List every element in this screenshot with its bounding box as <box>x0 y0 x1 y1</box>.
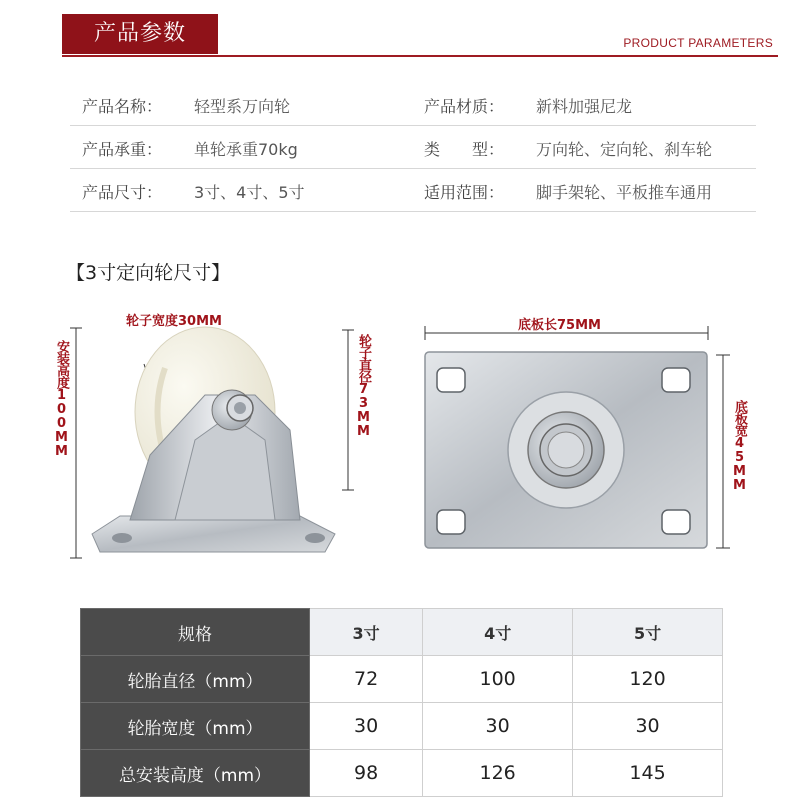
param-value: 万向轮、定向轮、刹车轮 <box>536 140 713 159</box>
param-value: 脚手架轮、平板推车通用 <box>536 183 713 202</box>
table-cell: 100 <box>423 656 573 703</box>
wheel-diameter-dimension <box>342 330 354 490</box>
param-value: 新料加强尼龙 <box>536 97 633 116</box>
param-label: 适用范围： <box>424 183 505 202</box>
table-cell: 30 <box>573 703 723 750</box>
caster-diagram <box>0 290 800 620</box>
table-cell: 98 <box>310 750 423 797</box>
param-label: 类 型： <box>424 140 505 159</box>
plate-width-dimension <box>716 355 730 548</box>
fixed-caster-image <box>92 327 335 552</box>
wheel-diameter-label: 轮子直径73MM <box>356 334 371 438</box>
base-plate-image <box>425 352 707 548</box>
param-label: 产品承重： <box>82 140 163 159</box>
table-row <box>81 750 723 797</box>
plate-length-label: 底板长75MM <box>518 318 601 333</box>
install-height-label: 安装高度100MM <box>54 340 69 458</box>
param-row <box>70 84 756 126</box>
header-divider <box>62 55 778 57</box>
table-header-cell: 5寸 <box>573 609 723 656</box>
table-header-row <box>81 609 723 656</box>
section-header-title: 产品参数 <box>62 14 218 54</box>
spec-table <box>80 608 723 797</box>
table-cell: 145 <box>573 750 723 797</box>
table-header-cell: 3寸 <box>310 609 423 656</box>
table-header-cell: 4寸 <box>423 609 573 656</box>
table-cell: 72 <box>310 656 423 703</box>
section-header-subtitle: PRODUCT PARAMETERS <box>623 36 773 50</box>
table-row <box>81 656 723 703</box>
row-label: 轮胎宽度（mm） <box>81 703 310 750</box>
param-label: 产品材质： <box>424 97 505 116</box>
install-height-dimension <box>70 328 82 558</box>
param-value: 轻型系万向轮 <box>194 97 291 116</box>
param-row <box>70 170 756 212</box>
table-row <box>81 703 723 750</box>
param-label: 产品名称： <box>82 97 163 116</box>
table-header-cell: 规格 <box>81 609 310 656</box>
table-cell: 30 <box>310 703 423 750</box>
table-cell: 30 <box>423 703 573 750</box>
param-row <box>70 127 756 169</box>
table-cell: 120 <box>573 656 723 703</box>
wheel-width-label: 轮子宽度30MM <box>126 314 222 329</box>
diagram-section-title: 【3寸定向轮尺寸】 <box>66 262 231 284</box>
param-value: 3寸、4寸、5寸 <box>194 183 305 202</box>
param-label: 产品尺寸： <box>82 183 163 202</box>
row-label: 总安装高度（mm） <box>81 750 310 797</box>
param-value: 单轮承重70kg <box>194 140 298 159</box>
table-cell: 126 <box>423 750 573 797</box>
plate-width-label: 底板宽45MM <box>732 400 747 492</box>
row-label: 轮胎直径（mm） <box>81 656 310 703</box>
